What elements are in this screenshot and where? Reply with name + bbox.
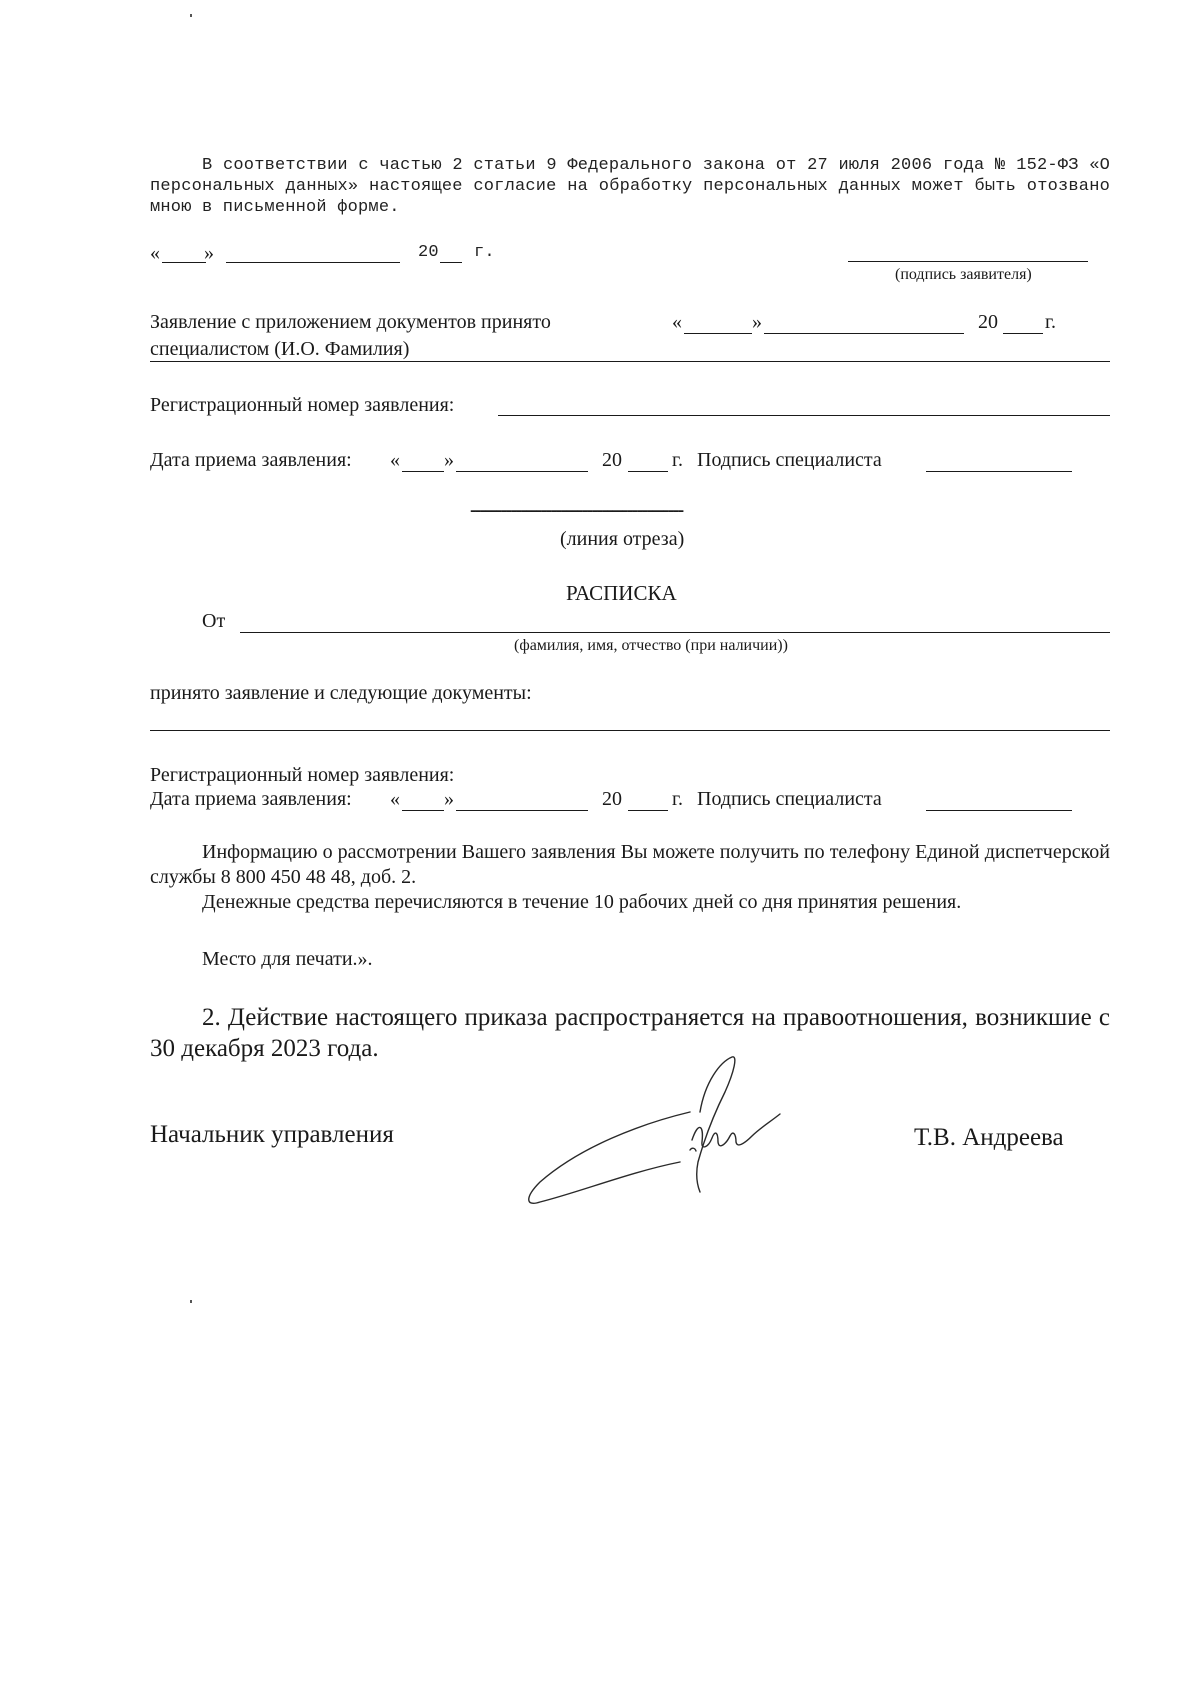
receipt-specialist-signature-label: Подпись специалиста	[697, 788, 882, 810]
acceptance-date-close-quote: »	[752, 311, 762, 333]
consent-month-blank	[226, 262, 400, 263]
stamp-place-text: Место для печати.».	[202, 948, 373, 970]
acceptance-date-open-quote: «	[672, 311, 682, 333]
handwritten-signature	[520, 1052, 820, 1222]
receipt-date-open-quote: «	[390, 449, 400, 471]
money-transfer-text: Денежные средства перечисляются в течение 10 рабочих дней со дня принятия решения.	[202, 891, 962, 913]
receipt-documents-line	[150, 730, 1110, 731]
signoff-position: Начальник управления	[150, 1121, 394, 1148]
consent-date-open-quote: «	[150, 242, 160, 264]
info-paragraph: Информацию о рассмотрении Вашего заявления Вы можете получить по телефону Единой диспетчерской службы 8 800 450 48 48, доб. 2.	[150, 841, 1110, 888]
acceptance-day-blank	[684, 333, 752, 334]
acceptance-text-line1: Заявление с приложением документов принято	[150, 311, 551, 333]
acceptance-specialist-line	[150, 361, 1110, 362]
scan-speck-bottom	[190, 1300, 192, 1303]
receipt-accepted-text: принято заявление и следующие документы:	[150, 682, 532, 704]
order-clause-2: 2. Действие настоящего приказа распространяется на правоотношения, возникшие с 30 декабря 2023 года.	[150, 1004, 1110, 1062]
receipt-year-blank-2	[628, 810, 668, 811]
receipt-date-label: Дата приема заявления:	[150, 449, 352, 471]
consent-paragraph: В соответствии с частью 2 статьи 9 Федерального закона от 27 июля 2006 года № 152-ФЗ «О персональных данных» настоящее согласие на обработку персональных данных может быть отозвано мною в письменной форме.	[150, 156, 1110, 217]
receipt-year-suffix-2: г.	[672, 788, 683, 810]
receipt-from-label: От	[202, 610, 226, 632]
receipt-title: РАСПИСКА	[566, 581, 677, 605]
receipt-from-caption: (фамилия, имя, отчество (при наличии))	[514, 637, 788, 654]
registration-number-line	[498, 415, 1110, 416]
receipt-specialist-signature-line	[926, 810, 1072, 811]
consent-year-prefix: 20	[418, 243, 439, 262]
acceptance-year-blank	[1003, 333, 1043, 334]
applicant-signature-line	[848, 261, 1088, 262]
receipt-date-close-quote: »	[444, 449, 454, 471]
cut-label: (линия отреза)	[560, 528, 685, 550]
registration-label: Регистрационный номер заявления:	[150, 394, 455, 416]
consent-year-blank	[440, 262, 462, 263]
receipt-day-blank-2	[402, 810, 444, 811]
receipt-year-prefix: 20	[602, 449, 622, 471]
receipt-from-line	[240, 632, 1110, 633]
receipt-year-suffix: г.	[672, 449, 683, 471]
receipt-date-label-2: Дата приема заявления:	[150, 788, 352, 810]
acceptance-year-suffix: г.	[1045, 311, 1056, 333]
acceptance-month-blank	[764, 333, 964, 334]
acceptance-year-prefix: 20	[978, 311, 998, 333]
receipt-month-blank-2	[456, 810, 588, 811]
consent-day-blank	[162, 262, 206, 263]
receipt-year-blank	[628, 471, 668, 472]
scan-speck-top	[190, 14, 192, 17]
receipt-date-open-quote-2: «	[390, 788, 400, 810]
consent-date-close-quote: »	[204, 242, 214, 264]
signoff-name: Т.В. Андреева	[914, 1124, 1064, 1151]
specialist-signature-line	[926, 471, 1072, 472]
receipt-date-close-quote-2: »	[444, 788, 454, 810]
receipt-reg-label: Регистрационный номер заявления:	[150, 764, 455, 786]
applicant-signature-caption: (подпись заявителя)	[895, 266, 1032, 283]
acceptance-text-line2: специалистом (И.О. Фамилия)	[150, 338, 410, 360]
receipt-month-blank	[456, 471, 588, 472]
specialist-signature-label: Подпись специалиста	[697, 449, 882, 471]
consent-year-suffix: г.	[474, 243, 495, 262]
cut-dashes: ------------------------------------------	[470, 499, 683, 521]
receipt-day-blank	[402, 471, 444, 472]
receipt-year-prefix-2: 20	[602, 788, 622, 810]
